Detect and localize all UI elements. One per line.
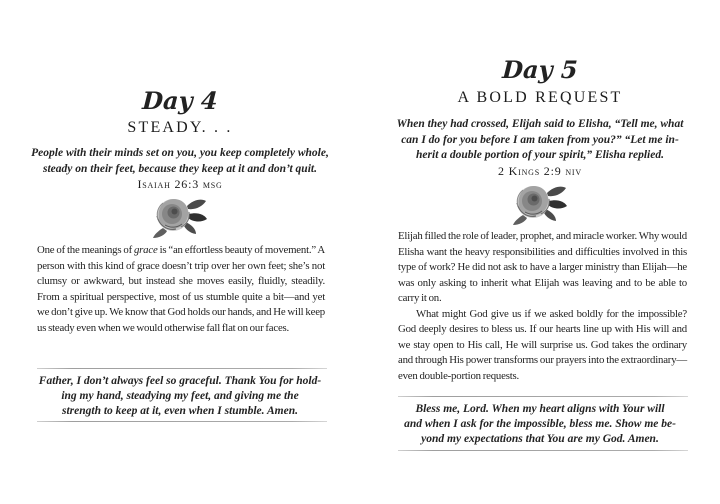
prayer-text bbox=[30, 374, 330, 419]
scripture-line: When they had crossed, Elijah said to Elisha, “Tell me, what bbox=[396, 118, 684, 130]
scripture-line: can I do for you before I am taken from you?” “Let me in- bbox=[401, 133, 679, 146]
scripture-line: People with their minds set on you, you keep completely whole, bbox=[31, 147, 329, 159]
body-paragraph: Elijah filled the role of leader, prophet, and miracle worker. Why would Elisha want the heavy responsibilities and difficulties involved in this type of work? He did not ask to have a larger ministry than Elijah—he was only asking to inherit what Elijah was leaving and to be able to carry it on. bbox=[398, 230, 687, 304]
rose-ornament-icon bbox=[511, 181, 569, 225]
day-heading: Day 4 bbox=[141, 86, 219, 115]
prayer-line: ing my hand, steadying my feet, and giving me the bbox=[61, 390, 299, 402]
scripture-quote bbox=[385, 117, 695, 164]
body-paragraph: What might God give us if we asked boldly for the impossible? God deeply desires to bless us. If our hearts line up with His will and we stay open to His call, He will surprise us. God takes the ordinary and through His power transforms our prayers into the extraordinary—even double-portion requests. bbox=[398, 307, 687, 382]
page-right-day-5 bbox=[360, 0, 720, 504]
scripture-quote bbox=[25, 146, 335, 177]
day-heading: Day 5 bbox=[501, 55, 579, 84]
body-paragraph: One of the meanings of grace is “an effortless beauty of movement.” A person with this kind of grace doesn’t trip over her own feet; she’s not clumsy or awkward, but instead she moves easily, fluidly, steadily. From a spiritual perspective, most of us stumble quite a bit—and yet we don’t give up. We know that God holds our hands, and He will keep us steady even when we would otherwise fall flat on our faces. bbox=[37, 244, 325, 334]
rose-ornament-icon bbox=[151, 194, 209, 238]
divider-line bbox=[37, 421, 327, 422]
scripture-reference: Isaiah 26:3 msg bbox=[137, 177, 223, 191]
prayer-line: strength to keep at it, even when I stumble. Amen. bbox=[62, 405, 298, 417]
scripture-reference: 2 Kings 2:9 niv bbox=[498, 164, 582, 178]
prayer-line: Bless me, Lord. When my heart aligns with Your will bbox=[415, 403, 665, 415]
devotion-title: STEADY. . . bbox=[127, 119, 233, 136]
divider-line bbox=[398, 396, 688, 397]
prayer-line: and when I ask for the impossible, bless me. Show me be- bbox=[404, 418, 676, 430]
devotion-title: A BOLD REQUEST bbox=[457, 89, 623, 106]
prayer-line: Father, I don’t always feel so graceful. Thank You for hold- bbox=[38, 375, 322, 387]
devotion-body bbox=[398, 229, 687, 384]
scripture-line: steady on their feet, because they keep at it and don’t quit. bbox=[43, 162, 317, 175]
prayer-text bbox=[390, 402, 690, 447]
devotion-body bbox=[37, 243, 325, 336]
scripture-line: herit a double portion of your spirit,” Elisha replied. bbox=[416, 149, 664, 161]
divider-line bbox=[398, 450, 688, 451]
prayer-line: yond my expectations that You are my God. Amen. bbox=[421, 433, 659, 445]
divider-line bbox=[37, 368, 327, 369]
